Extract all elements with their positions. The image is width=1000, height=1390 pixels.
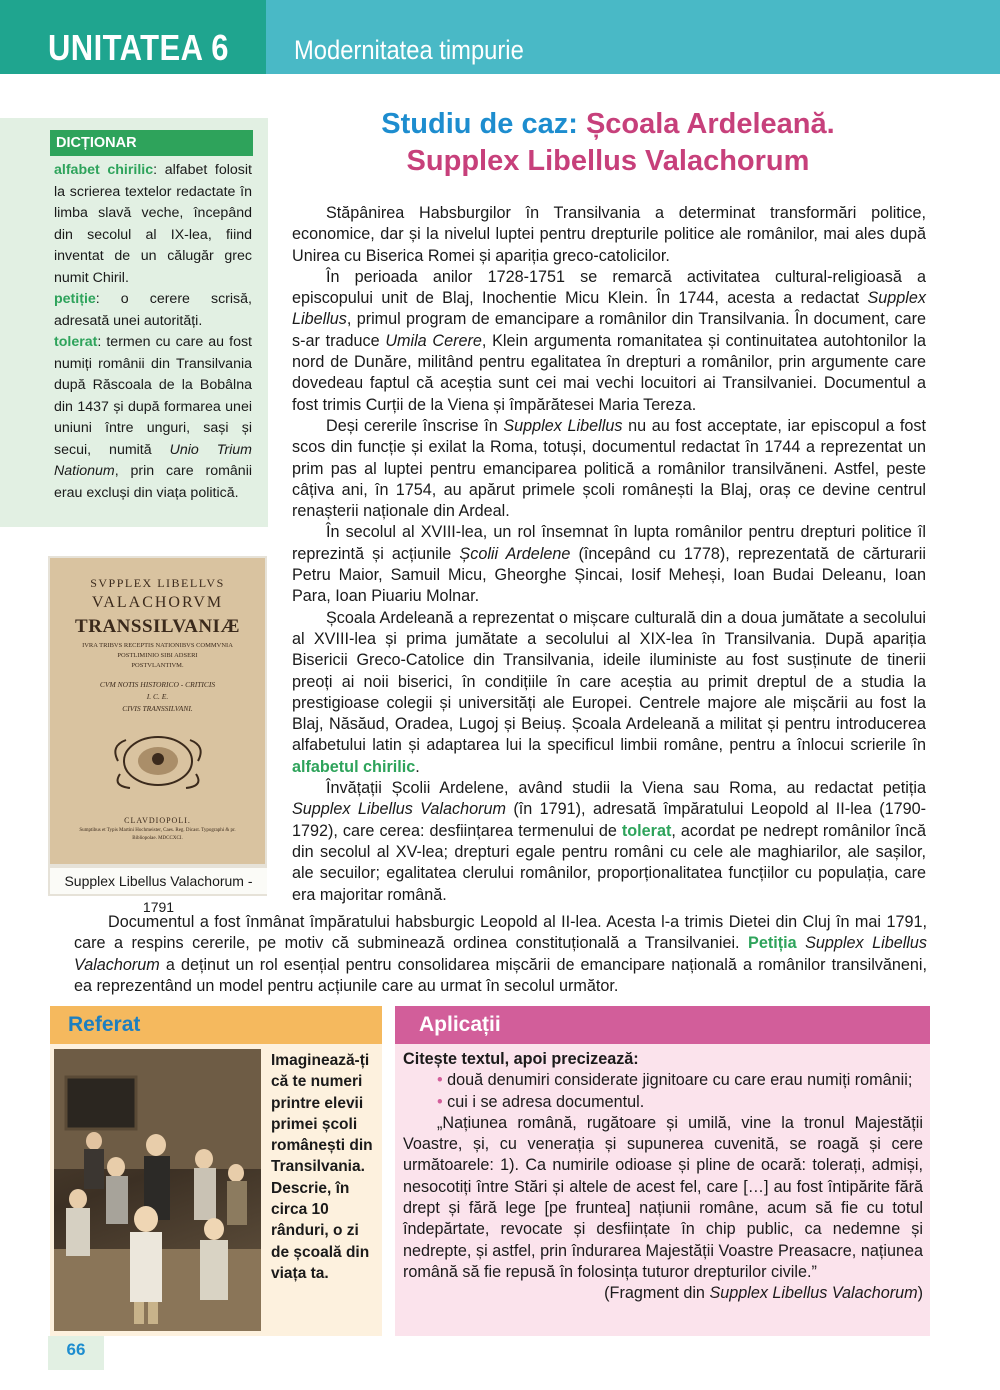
aplicatii-source — [403, 1283, 923, 1304]
paragraph — [292, 522, 926, 607]
book-line: I. C. E. — [146, 692, 169, 701]
dictionary-term: petiție — [54, 291, 96, 307]
image-caption: Supplex Libellus Valachorum - 1791 — [50, 868, 267, 894]
dictionary-definition: : alfabet folosit la scrierea textelor redactate în limba slavă veche, începând din secolul al IX-lea, fiind inventat de un călugăr grec numit Chiril. — [54, 162, 252, 286]
text-run: Învățații Școlii Ardelene, având studii la Viena sau Roma, au redactat petiția — [326, 779, 926, 798]
page-header — [0, 0, 1000, 74]
dictionary-title: DICȚIONAR — [50, 130, 253, 156]
text-run: , primul program de emancipare a românilor din Transilvania. În document, care s-ar traduce — [292, 310, 926, 350]
book-line: CLAVDIOPOLI. — [124, 816, 191, 825]
text-run-italic: Supplex Libellus — [292, 289, 926, 329]
text-run-italic: Supplex Libellus Valachorum — [709, 1284, 918, 1303]
text-run: Deși cererile înscrise în — [326, 416, 504, 435]
text-run: În secolul al XVIII-lea, un rol însemnat în lupta românilor pentru drepturi politice îl reprezintă și acțiunile — [292, 523, 926, 563]
aplicatii-bullet — [403, 1092, 923, 1113]
bullet-text: cui i se adresa documentul. — [447, 1092, 645, 1111]
paragraph: Stăpânirea Habsburgilor în Transilvania a determinat transformări politice, economice, dar și la nivelul luptei pentru drepturile politice ale românilor, mai ales după Unirea cu Biserica Romei și apariția greco-catolicilor. — [292, 204, 926, 265]
book-cover-image — [50, 558, 265, 864]
book-line: CIVIS TRANSSILVANI. — [122, 704, 193, 713]
aplicatii-title: Aplicații — [419, 1013, 501, 1036]
glossary-term: alfabetul chirilic — [292, 757, 416, 776]
glossary-term: tolerat — [621, 821, 672, 840]
paragraph — [292, 608, 926, 778]
text-run-italic: Umila Cerere — [385, 331, 482, 350]
text-run-italic: Supplex Libellus Valachorum — [74, 934, 927, 974]
book-line: SVPPLEX LIBELLVS — [90, 576, 225, 590]
case-study-title-prefix: Studiu de caz: — [381, 108, 586, 140]
book-line: Sumptibus et Typis Martini Hochmeister, Caes. Reg. Dicast. Typographi & pr. — [79, 828, 236, 833]
text-run: nu au fost acceptate, iar episcopul a fost scos din funcție și exilat la Roma, totuși, documentul redactat în 1744 a reprezentat un prim pas al luptei pentru emanciparea politică a românilor transilvăneni. Astfel, peste câțiva ani, în 1754, au apărut primele școli românești la Blaj, oraș ce devine centrul renașterii naționale din Ardeal. — [292, 416, 926, 521]
case-study-conclusion — [74, 912, 927, 997]
dictionary-definition-italic: Unio Trium Nationum — [54, 441, 252, 479]
book-line: TRANSSILVANIÆ — [75, 616, 240, 637]
dictionary-definition: , prin care românii erau excluși din viața politică. — [54, 463, 252, 501]
text-run-italic: Școlii Ardelene — [459, 544, 571, 563]
text-run: , Klein argumenta romanitatea și continuitatea autohtonilor la nord de Dunăre, militând pentru egalitatea în drepturi a românilor, prin argumente care dovedeau faptul că aceștia sunt cei mai vechi locuitori ai Transilvaniei. Documentul a fost trimis Curții de la Viena și împărătesei Maria Tereza. — [292, 331, 926, 414]
glossary-term: Petiția — [748, 934, 797, 953]
classroom-painting — [54, 1049, 261, 1331]
dictionary-entry — [54, 289, 252, 332]
text-run: (în 1791), adresată împăratului Leopold al II-lea (1790-1792), care cerea: desființarea termenului de — [292, 800, 926, 840]
book-line: POSTVLANTIVM. — [131, 662, 184, 669]
bullet-icon: • — [437, 1071, 443, 1090]
dictionary-definition: : termen cu care au fost numiți românii din Transilvania după Răscoala de la Bobâlna din 1437 și după formarea unei uniuni între unguri, sași și secui, numită — [54, 334, 252, 458]
text-run: Școala Ardeleană a reprezentat o mișcare culturală din a doua jumătate a secolului al XVIII-lea și prima jumătate a secolului al XIX-lea în Transilvania. După apariția Bisericii Greco-Catolice din Transilvania, ideile iluministe au fost susținute de tinerii preoți ai noii biserici, în condițiile în care aceștia au primit dreptul de a studia la prestigioase colegii și universități ale Europei. Centrele majore ale mișcării au fost la Blaj, Năsăud, Oradea, Lugoj și Beiuș. Școala Ardeleană a militat și pentru introducerea alfabetului latin și adaptarea lui la specificul limbii române, pentru a înlocui scrierile în — [292, 608, 926, 755]
paragraph — [74, 912, 927, 997]
book-line: IVRA TRIBVS RECEPTIS NATIONIBVS COMMVNIA — [82, 642, 233, 649]
text-run: În perioada anilor 1728-1751 se remarcă activitatea cultural-religioasă a episcopului unit de Blaj, Inochentie Micu Klein. În 1744, acesta a redactat — [292, 267, 926, 308]
case-study-title-main: Școala Ardeleană. — [585, 108, 835, 140]
text-run: a deținut un rol esențial pentru consolidarea mișcării de emancipare națională a românilor transilvăneni, ea reprezentând un model pentru acțiunile care au urmat în secolul următor. — [74, 955, 927, 995]
text-run: (Fragment din — [604, 1284, 710, 1303]
page-number: 66 — [66, 1340, 86, 1359]
text-run: Documentul a fost înmânat împăratului habsburgic Leopold al II-lea. Acesta l-a trimis Dietei din Cluj în mai 1791, care a respins cererile, pe motiv că subminează ordinea constituțională a Transilvaniei. — [74, 913, 927, 953]
classroom-painting-art — [54, 1049, 261, 1331]
paragraph — [292, 416, 926, 522]
text-run: . — [415, 757, 420, 776]
dictionary-entries — [54, 160, 252, 504]
book-line: Bibliopolae. MDCCXCI. — [132, 836, 183, 841]
case-study-subtitle: Supplex Libellus Valachorum — [406, 145, 810, 177]
dictionary-term: tolerat — [54, 334, 98, 350]
text-run-italic: Supplex Libellus Valachorum — [292, 800, 506, 819]
aplicatii-instruction: Citește textul, apoi precizează: — [403, 1050, 639, 1068]
unit-label: UNITATEA 6 — [48, 27, 229, 68]
book-line: VALACHORVM — [91, 594, 224, 611]
dictionary-entry — [54, 160, 252, 289]
aplicatii-quote: „Națiunea română, rugătoare și umilă, vine la tronul Majestății Voastre, și, cu venerația și supunerea cuvenită, se roagă și cere următoarele: 1). Ca numirile odioase și pline de ocară: tolerați, admiși, nesocotiți între Stări și altele de acest fel, care […] au fost întipărite fără drept și fără lege [pe fruntea] națiunii române, acum să fie cu totul îndepărtate, revocate și desființate în chip public, ca nedemne și nedrepte, și astfel, prin îndurarea Majestății Voastre Preasacre, națiunea română să fie repusă în folosința tuturor drepturilor civile.” — [403, 1113, 923, 1281]
case-study-title — [290, 108, 926, 141]
dictionary-term: alfabet chirilic — [54, 162, 154, 178]
book-vignette — [108, 726, 208, 796]
dictionary-entry — [54, 332, 252, 504]
text-run-italic: Supplex Libellus — [503, 416, 623, 435]
bullet-text: două denumiri considerate jignitoare cu care erau numiți românii; — [447, 1071, 913, 1090]
paragraph — [292, 778, 926, 906]
unit-subtitle: Modernitatea timpurie — [294, 35, 524, 65]
referat-title: Referat — [68, 1013, 141, 1036]
aplicatii-bullet — [403, 1070, 923, 1091]
paragraph — [292, 267, 926, 416]
dictionary-definition: : o cerere scrisă, adresată unei autorități. — [54, 291, 252, 329]
book-line: CVM NOTIS HISTORICO - CRITICIS — [99, 680, 216, 689]
case-study-body — [292, 203, 926, 906]
aplicatii-body — [403, 1049, 923, 1305]
book-line: POSTLIMINIO SIBI ADSERI — [117, 652, 198, 659]
text-run: (începând cu 1778), reprezentată de cărturarii Petru Maior, Samuil Micu, Gheorghe Șincai, Iosif Meheși, Ioan Budai Deleanu, Ioan Para, Ioan Piuariu Molnar. — [292, 544, 926, 606]
text-run: ) — [917, 1284, 923, 1303]
text-run: , acordat pe nedrept românilor încă din secolul al XV-lea; drepturi egale pentru români cu cele ale maghiarilor, ale sașilor, ale secuilor; egalitatea clerului românilor, proporționalitatea funcțiilor cu populația, care era majoritar română. — [292, 821, 927, 904]
referat-task: Imaginează-ți că te numeri printre elevii primei școli românești din Transilvania. Descrie, în circa 10 rânduri, o zi de școală din viața ta. — [271, 1052, 373, 1282]
bullet-icon: • — [437, 1092, 443, 1111]
